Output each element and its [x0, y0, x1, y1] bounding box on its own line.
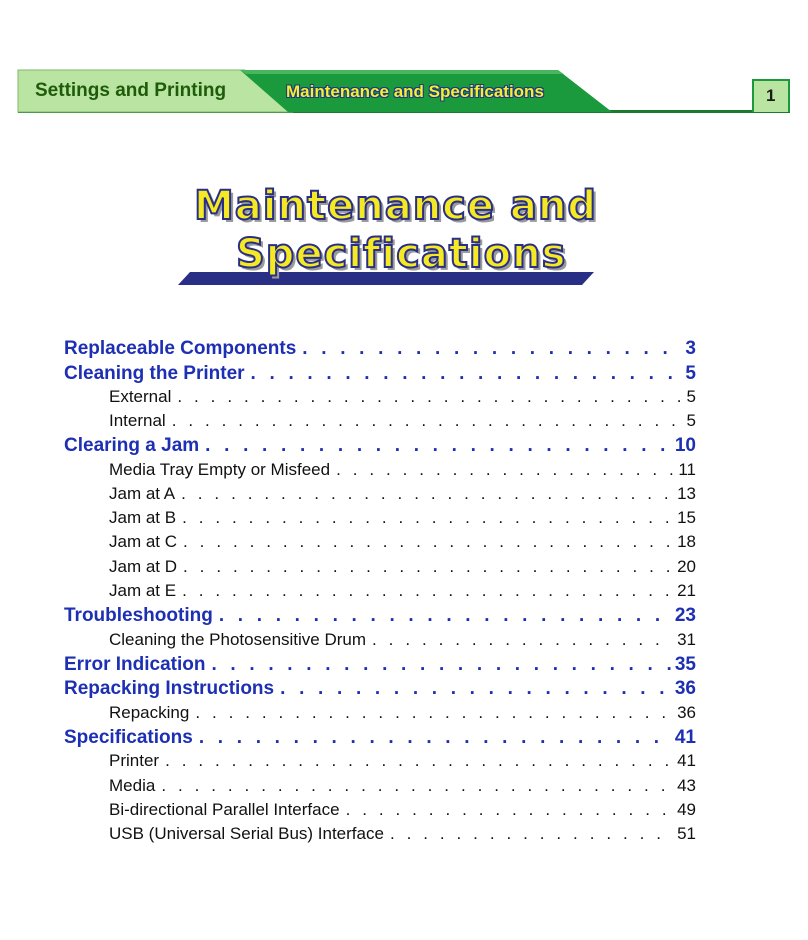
- toc-leader-dots: [336, 460, 674, 480]
- toc-subsection-link[interactable]: [64, 703, 696, 727]
- toc-entry-label: Internal: [109, 411, 166, 431]
- toc-page-number: 31: [677, 629, 696, 649]
- toc-entry-label: Specifications: [64, 726, 193, 748]
- toc-page-number: 5: [685, 362, 696, 384]
- toc-section-link[interactable]: [64, 338, 696, 363]
- toc-subsection-link[interactable]: [64, 460, 696, 484]
- toc-page-number: 3: [685, 338, 696, 359]
- toc-entry-label: Media: [109, 775, 156, 795]
- page-number: 1: [766, 86, 776, 105]
- toc-subsection-link[interactable]: [64, 800, 696, 824]
- toc-page-number: 49: [677, 799, 696, 819]
- tab-settings-and-printing[interactable]: Settings and Printing: [35, 80, 227, 101]
- toc-subsection-link[interactable]: [64, 630, 696, 654]
- toc-entry-label: Cleaning the Printer: [64, 362, 245, 384]
- toc-page-number: 43: [677, 775, 696, 795]
- toc-entry-label: Jam at E: [109, 580, 177, 600]
- title-line-1: Maintenance and: [194, 183, 598, 229]
- toc-subsection-link[interactable]: [64, 411, 696, 435]
- toc-entry-label: Replaceable Components: [64, 338, 297, 359]
- toc-entry-label: External: [109, 387, 172, 406]
- toc-entry-label: Jam at D: [109, 556, 178, 576]
- toc-leader-dots: [195, 703, 673, 723]
- toc-entry-label: Error Indication: [64, 653, 206, 675]
- toc-subsection-link[interactable]: [64, 508, 696, 532]
- toc-leader-dots: [165, 751, 673, 771]
- toc-subsection-link[interactable]: [64, 824, 696, 848]
- toc-leader-dots: [199, 727, 671, 749]
- toc-section-link[interactable]: [64, 654, 696, 679]
- toc-page-number: 5: [686, 387, 696, 406]
- toc-entry-label: Jam at C: [109, 532, 178, 552]
- toc-leader-dots: [346, 800, 674, 820]
- toc-leader-dots: [183, 532, 673, 552]
- toc-page-number: 10: [674, 435, 696, 457]
- chapter-title: [0, 175, 808, 295]
- table-of-contents: [64, 338, 696, 848]
- toc-entry-label: Media Tray Empty or Misfeed: [109, 459, 331, 479]
- toc-subsection-link[interactable]: [64, 581, 696, 605]
- toc-leader-dots: [205, 435, 671, 457]
- toc-page-number: 36: [677, 702, 696, 722]
- toc-page-number: 18: [677, 532, 696, 552]
- toc-entry-label: Clearing a Jam: [64, 435, 200, 457]
- toc-entry-label: Jam at A: [109, 484, 176, 504]
- toc-leader-dots: [372, 630, 673, 650]
- toc-page-number: 21: [677, 580, 696, 600]
- toc-leader-dots: [390, 824, 673, 844]
- toc-entry-label: Repacking: [109, 702, 190, 722]
- toc-leader-dots: [182, 581, 673, 601]
- toc-leader-dots: [181, 484, 673, 504]
- toc-subsection-link[interactable]: [64, 751, 696, 775]
- toc-entry-label: Cleaning the Photosensitive Drum: [109, 629, 367, 649]
- toc-page-number: 20: [677, 556, 696, 576]
- toc-entry-label: Printer: [109, 751, 160, 771]
- toc-subsection-link[interactable]: [64, 532, 696, 556]
- toc-entry-label: Jam at B: [109, 508, 177, 528]
- toc-page-number: 11: [678, 459, 696, 479]
- toc-page-number: 41: [674, 726, 696, 748]
- toc-leader-dots: [161, 776, 673, 796]
- toc-subsection-link[interactable]: [64, 776, 696, 800]
- toc-leader-dots: [183, 557, 673, 577]
- toc-entry-label: Repacking Instructions: [64, 678, 275, 700]
- tab-maintenance-highlight: [240, 70, 564, 74]
- toc-leader-dots: [182, 508, 673, 528]
- toc-subsection-link[interactable]: [64, 557, 696, 581]
- toc-page-number: 41: [677, 751, 696, 771]
- toc-page-number: 15: [677, 508, 696, 528]
- toc-section-link[interactable]: [64, 435, 696, 460]
- toc-entry-label: Troubleshooting: [64, 605, 213, 626]
- toc-page-number: 23: [674, 605, 696, 626]
- toc-subsection-link[interactable]: [64, 484, 696, 508]
- toc-page-number: 13: [677, 484, 696, 504]
- toc-subsection-link[interactable]: [64, 387, 696, 411]
- toc-page-number: 5: [686, 411, 696, 431]
- toc-leader-dots: [177, 387, 682, 407]
- toc-section-link[interactable]: [64, 605, 696, 630]
- toc-leader-dots: [280, 678, 671, 700]
- toc-leader-dots: [302, 338, 681, 360]
- toc-section-link[interactable]: [64, 727, 696, 752]
- toc-entry-label: Bi-directional Parallel Interface: [109, 799, 340, 819]
- tab-shapes: [0, 0, 808, 120]
- toc-leader-dots: [251, 363, 682, 385]
- header-tab-bar: [0, 0, 808, 120]
- toc-entry-label: USB (Universal Serial Bus) Interface: [109, 823, 384, 843]
- toc-leader-dots: [219, 605, 671, 627]
- toc-leader-dots: [211, 654, 670, 676]
- toc-page-number: 36: [674, 678, 696, 700]
- tab-maintenance-and-specifications[interactable]: Maintenance and Specifications: [286, 82, 544, 101]
- title-line-2: Specifications: [236, 231, 567, 277]
- toc-section-link[interactable]: [64, 678, 696, 703]
- toc-page-number: 51: [677, 823, 696, 843]
- toc-leader-dots: [172, 411, 683, 431]
- toc-page-number: 35: [674, 653, 696, 675]
- toc-section-link[interactable]: [64, 363, 696, 388]
